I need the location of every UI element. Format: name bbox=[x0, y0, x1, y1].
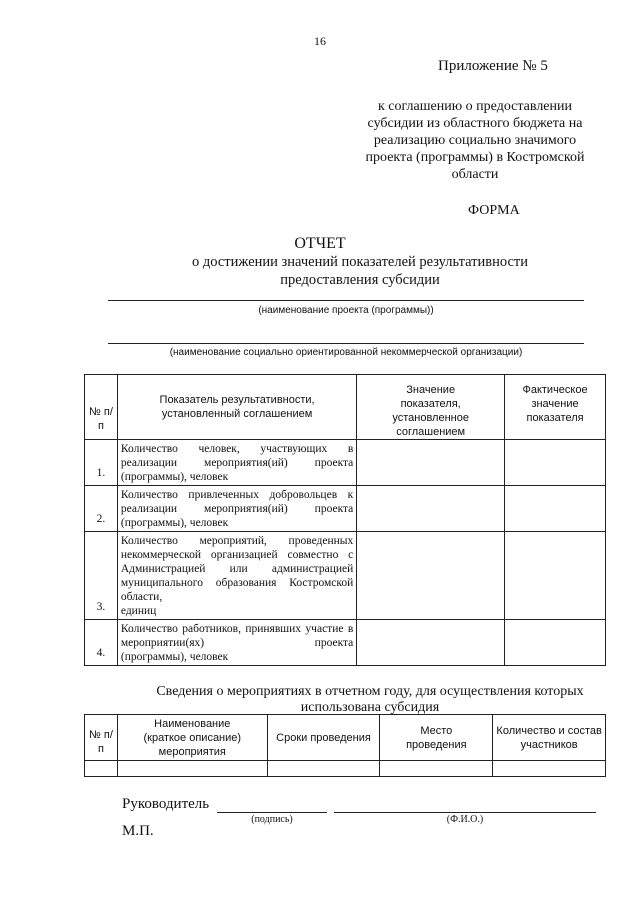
signature-caption: (подпись) bbox=[251, 814, 293, 825]
events-cell[interactable] bbox=[117, 761, 267, 777]
events-header-name: Наименование (краткое описание) мероприятия bbox=[117, 715, 267, 761]
fio-caption: (Ф.И.О.) bbox=[446, 814, 484, 825]
form-label: ФОРМА bbox=[468, 203, 520, 218]
row-num: 3. bbox=[85, 532, 118, 620]
row-num: 1. bbox=[85, 440, 118, 486]
events-heading-line: использована субсидия bbox=[300, 700, 440, 715]
events-heading-line: Сведения о мероприятиях в отчетном году, для осуществления которых bbox=[156, 684, 584, 699]
row-indicator: Количество работников, принявших участие в мероприятии(ях) проекта (программы), человек bbox=[117, 620, 356, 666]
row-actual-cell[interactable] bbox=[505, 532, 606, 620]
appendix-title: Приложение № 5 bbox=[438, 58, 548, 74]
table-row bbox=[85, 532, 606, 620]
row-actual-cell[interactable] bbox=[505, 620, 606, 666]
events-cell[interactable] bbox=[85, 761, 118, 777]
page-number: 16 bbox=[314, 34, 326, 48]
table-row bbox=[85, 486, 606, 532]
fio-line[interactable] bbox=[334, 812, 596, 813]
row-value-cell[interactable] bbox=[357, 620, 505, 666]
row-num: 4. bbox=[85, 620, 118, 666]
report-subtitle-line: о достижении значений показателей результативности bbox=[191, 254, 529, 270]
row-indicator: Количество привлеченных добровольцев к реализации мероприятия(ий) проекта (программы), человек bbox=[117, 486, 356, 532]
table-row bbox=[85, 620, 606, 666]
project-name-caption: (наименование проекта (программы)) bbox=[258, 305, 434, 316]
stamp-label: М.П. bbox=[122, 823, 154, 839]
events-table bbox=[84, 714, 606, 777]
org-name-caption: (наименование социально ориентированной некоммерческой организации) bbox=[169, 347, 523, 358]
header-actual: Фактическое значение показателя bbox=[505, 375, 606, 440]
appendix-description bbox=[350, 98, 600, 183]
row-indicator: Количество мероприятий, проведенных некоммерческой организацией совместно с Администрацией или администрацией муниципального образования Костромской области, единиц bbox=[117, 532, 356, 620]
appendix-line: проекта (программы) в Костромской bbox=[365, 150, 585, 165]
head-label: Руководитель bbox=[122, 796, 210, 812]
events-header-num: № п/п bbox=[85, 715, 118, 761]
events-cell[interactable] bbox=[267, 761, 380, 777]
table-row bbox=[85, 761, 606, 777]
header-indicator: Показатель результативности, установленный соглашением bbox=[117, 375, 356, 440]
appendix-line: к соглашению о предоставлении bbox=[378, 99, 572, 114]
row-num: 2. bbox=[85, 486, 118, 532]
row-value-cell[interactable] bbox=[357, 532, 505, 620]
indicators-header-row bbox=[85, 375, 606, 440]
org-name-line[interactable] bbox=[108, 343, 584, 344]
report-subtitle-line: предоставления субсидии bbox=[280, 272, 440, 288]
row-actual-cell[interactable] bbox=[505, 440, 606, 486]
appendix-line: субсидии из областного бюджета на bbox=[367, 116, 583, 131]
indicators-table bbox=[84, 374, 606, 666]
events-header-row bbox=[85, 715, 606, 761]
appendix-line: области bbox=[451, 167, 499, 182]
events-heading bbox=[120, 684, 620, 716]
project-name-line[interactable] bbox=[108, 300, 584, 301]
events-header-participants: Количество и состав участников bbox=[493, 715, 606, 761]
events-cell[interactable] bbox=[493, 761, 606, 777]
appendix-line: реализацию социально значимого bbox=[373, 133, 577, 148]
header-num: № п/п bbox=[85, 375, 118, 440]
events-header-place: Место проведения bbox=[380, 715, 493, 761]
report-title: ОТЧЕТ bbox=[294, 235, 346, 252]
row-value-cell[interactable] bbox=[357, 440, 505, 486]
signature-line[interactable] bbox=[217, 812, 327, 813]
header-value: Значение показателя, установленное соглашением bbox=[357, 375, 505, 440]
events-cell[interactable] bbox=[380, 761, 493, 777]
report-subtitle bbox=[170, 253, 550, 289]
row-indicator: Количество человек, участвующих в реализации мероприятия(ий) проекта (программы), человек bbox=[117, 440, 356, 486]
row-value-cell[interactable] bbox=[357, 486, 505, 532]
table-row bbox=[85, 440, 606, 486]
events-header-dates: Сроки проведения bbox=[267, 715, 380, 761]
row-actual-cell[interactable] bbox=[505, 486, 606, 532]
